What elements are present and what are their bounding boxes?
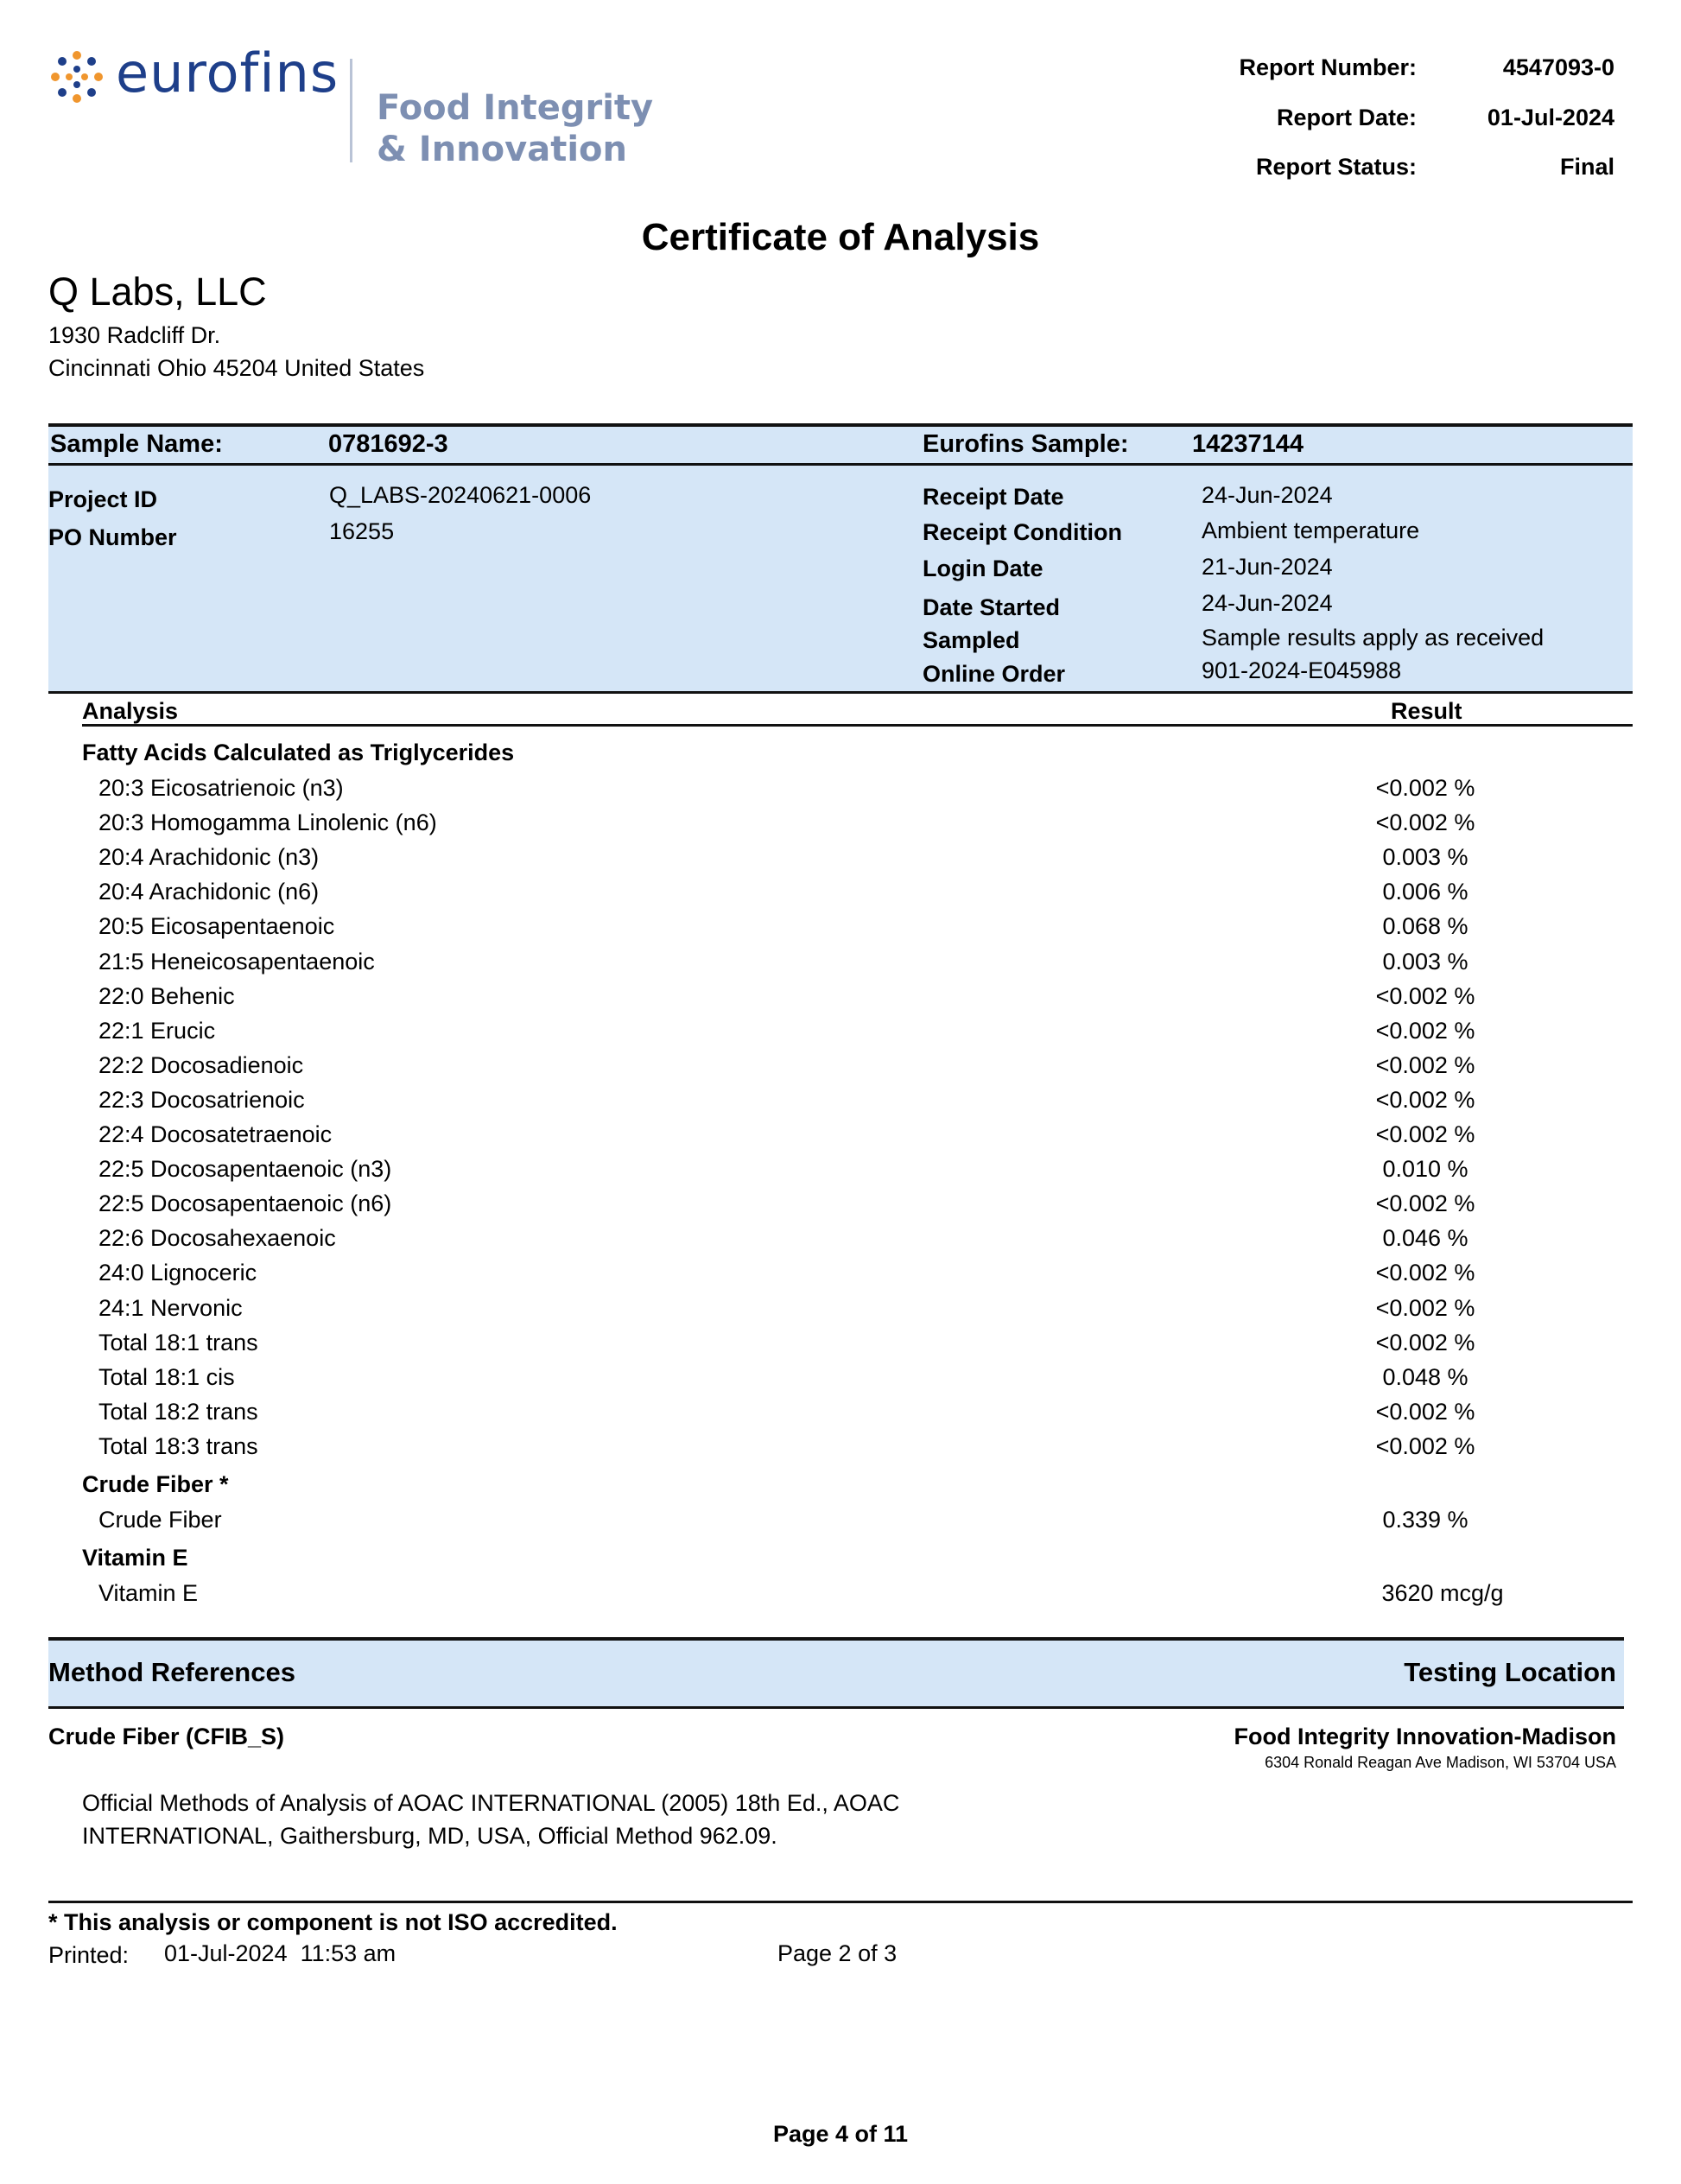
fatty-acid-name: 22:1 Erucic [98,1018,216,1044]
crude-fiber-name: Crude Fiber [98,1507,222,1533]
online-order-label: Online Order [923,661,1066,687]
printed-timestamp: 01-Jul-2024 11:53 am [164,1940,396,1966]
fatty-acid-name: 22:0 Behenic [98,983,235,1009]
login-date: 21-Jun-2024 [1202,554,1333,580]
fatty-acid-value: <0.002 % [1375,1330,1475,1355]
fatty-acid-name: 22:2 Docosadienoic [98,1052,304,1078]
fatty-acid-value: <0.002 % [1375,1190,1475,1216]
logo-wordmark: eurofins [116,41,339,105]
eurofins-logo-icon [50,50,104,104]
fatty-acid-value: <0.002 % [1375,983,1475,1009]
report-status-label: Report Status: [1255,154,1417,180]
po-number: 16255 [329,518,395,544]
receipt-date-label: Receipt Date [923,484,1064,510]
fatty-acid-value: <0.002 % [1375,809,1475,835]
fatty-acid-value: 0.010 % [1382,1156,1468,1182]
fatty-acid-name: 20:3 Eicosatrienoic (n3) [98,775,344,801]
fatty-acid-name: 22:5 Docosapentaenoic (n6) [98,1190,392,1216]
crude-fiber-section-title: Crude Fiber * [82,1471,229,1497]
fatty-acid-name: 20:5 Eicosapentaenoic [98,913,335,939]
fatty-acid-name: 24:1 Nervonic [98,1295,243,1321]
logo-subtitle-line2: & Innovation [377,130,627,169]
fatty-acid-name: Total 18:2 trans [98,1399,258,1425]
fatty-acid-name: 22:6 Docosahexaenoic [98,1225,336,1251]
fatty-acid-value: <0.002 % [1375,1295,1475,1321]
report-number-label: Report Number: [1239,54,1417,80]
fatty-acid-name: Total 18:3 trans [98,1433,258,1459]
fatty-acid-name: 21:5 Heneicosapentaenoic [98,949,375,975]
fatty-acids-section-title: Fatty Acids Calculated as Triglycerides [82,740,515,765]
project-id: Q_LABS-20240621-0006 [329,482,592,508]
fatty-acid-name: 22:4 Docosatetraenoic [98,1121,333,1147]
fatty-acid-value: <0.002 % [1375,1121,1475,1147]
fatty-acid-value: <0.002 % [1375,1260,1475,1286]
fatty-acid-name: 20:4 Arachidonic (n6) [98,879,320,905]
fatty-acid-value: <0.002 % [1375,1433,1475,1459]
client-address-line2: Cincinnati Ohio 45204 United States [48,355,425,381]
client-address-line1: 1930 Radcliff Dr. [48,322,221,348]
analysis-column-header: Analysis [82,698,179,724]
project-id-label: Project ID [48,486,158,512]
document-title: Certificate of Analysis [641,216,1040,258]
printed-label: Printed: [48,1942,130,1968]
fatty-acid-value: 0.068 % [1382,913,1468,939]
fatty-acid-value: 0.006 % [1382,879,1468,905]
fatty-acid-name: 22:3 Docosatrienoic [98,1087,305,1113]
footer-rule [48,1901,1633,1903]
fatty-acid-name: 24:0 Lignoceric [98,1260,257,1286]
fatty-acid-value: <0.002 % [1375,1087,1475,1113]
fatty-acid-value: 0.046 % [1382,1225,1468,1251]
client-name: Q Labs, LLC [48,270,267,314]
fatty-acid-value: <0.002 % [1375,1018,1475,1044]
fatty-acid-value: <0.002 % [1375,1052,1475,1078]
logo-subtitle-line1: Food Integrity [377,88,654,128]
testing-lab-name: Food Integrity Innovation-Madison [1234,1724,1616,1749]
receipt-date: 24-Jun-2024 [1202,482,1333,508]
testing-lab-address: 6304 Ronald Reagan Ave Madison, WI 53704 USA [1265,1754,1616,1771]
fatty-acid-name: 20:3 Homogamma Linolenic (n6) [98,809,437,835]
fatty-acid-name: 22:5 Docosapentaenoic (n3) [98,1156,392,1182]
fatty-acid-name: Total 18:1 cis [98,1364,235,1390]
method-name: Crude Fiber (CFIB_S) [48,1724,285,1749]
receipt-condition-label: Receipt Condition [923,519,1122,545]
fatty-acid-value: 0.048 % [1382,1364,1468,1390]
sample-name: 0781692-3 [328,430,448,458]
vitamin-e-name: Vitamin E [98,1580,199,1606]
report-date: 01-Jul-2024 [1487,105,1614,130]
login-date-label: Login Date [923,556,1043,581]
document-page-number: Page 4 of 11 [772,2121,909,2147]
report-page-number: Page 2 of 3 [777,1940,898,1966]
sample-header-divider [48,463,1633,466]
vitamin-e-value: 3620 mcg/g [1381,1580,1504,1606]
fatty-acid-value: <0.002 % [1375,775,1475,801]
results-header-rule [82,724,1633,727]
fatty-acid-name: Total 18:1 trans [98,1330,258,1355]
fatty-acid-value: 0.003 % [1382,949,1468,975]
method-description-line1: Official Methods of Analysis of AOAC INTERNATIONAL (2005) 18th Ed., AOAC [82,1790,900,1816]
receipt-condition: Ambient temperature [1202,517,1420,543]
logo-divider [350,59,352,162]
online-order: 901-2024-E045988 [1202,657,1402,683]
sampled-label: Sampled [923,627,1020,653]
method-references-title: Method References [48,1657,295,1687]
sampled-value: Sample results apply as received [1202,625,1545,651]
testing-location-title: Testing Location [1404,1657,1616,1687]
report-number: 4547093-0 [1502,54,1614,80]
fatty-acid-value: 0.003 % [1382,844,1468,870]
date-started-label: Date Started [923,594,1061,620]
date-started: 24-Jun-2024 [1202,590,1333,616]
fatty-acid-value: <0.002 % [1375,1399,1475,1425]
result-column-header: Result [1391,698,1462,724]
iso-accreditation-note: * This analysis or component is not ISO accredited. [48,1909,618,1935]
fatty-acid-name: 20:4 Arachidonic (n3) [98,844,320,870]
po-number-label: PO Number [48,524,177,550]
method-description-line2: INTERNATIONAL, Gaithersburg, MD, USA, Official Method 962.09. [82,1823,777,1849]
report-status: Final [1559,154,1614,180]
eurofins-sample-id: 14237144 [1192,430,1304,458]
sample-name-label: Sample Name: [50,430,223,458]
vitamin-e-section-title: Vitamin E [82,1545,188,1571]
crude-fiber-value: 0.339 % [1382,1507,1468,1533]
report-date-label: Report Date: [1276,105,1417,130]
eurofins-sample-label: Eurofins Sample: [923,430,1129,458]
